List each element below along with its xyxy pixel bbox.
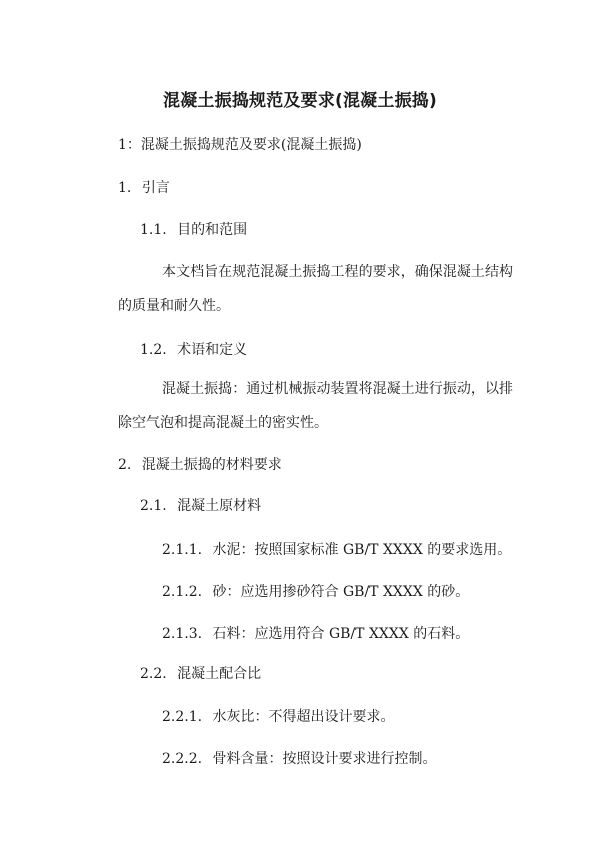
item-text: 水泥：按照国家标准 GB/T XXXX 的要求选用。 xyxy=(212,542,512,558)
document-title: 混凝土振捣规范及要求(混凝土振捣) xyxy=(163,91,437,111)
section-label: 引言 xyxy=(141,180,170,196)
subsection-label: 混凝土配合比 xyxy=(177,666,262,682)
subsection-number: 2.2. xyxy=(140,666,167,682)
top-heading: 1：混凝土振捣规范及要求(混凝土振捣) xyxy=(118,137,362,153)
subsection-label: 混凝土原材料 xyxy=(177,498,262,514)
subsection-1-2-heading xyxy=(140,340,247,360)
item-2-2-2 xyxy=(162,749,437,769)
item-text: 骨料含量：按照设计要求进行控制。 xyxy=(212,751,437,767)
subsection-label: 术语和定义 xyxy=(177,342,248,358)
item-text: 水灰比：不得超出设计要求。 xyxy=(212,709,395,725)
subsection-1-1-heading xyxy=(140,220,247,240)
subsection-number: 2.1. xyxy=(140,498,167,514)
subsection-2-2-heading xyxy=(140,664,261,684)
item-text: 砂：应选用掺砂符合 GB/T XXXX 的砂。 xyxy=(212,584,470,600)
section-label: 混凝土振捣的材料要求 xyxy=(141,457,282,473)
section-number: 1. xyxy=(118,180,132,196)
subsection-number: 1.1. xyxy=(140,222,167,238)
subsection-1-1-paragraph: 本文档旨在规范混凝土振捣工程的要求，确保混凝土结构的质量和耐久性。 xyxy=(118,264,513,314)
item-2-1-3 xyxy=(162,624,469,644)
item-text: 石料：应选用符合 GB/T XXXX 的石料。 xyxy=(212,626,470,642)
item-number: 2.2.1. xyxy=(162,709,203,725)
item-2-2-1 xyxy=(162,707,395,727)
subsection-number: 1.2. xyxy=(140,342,167,358)
item-number: 2.1.1. xyxy=(162,542,203,558)
item-number: 2.1.3. xyxy=(162,626,203,642)
item-2-1-2 xyxy=(162,582,469,602)
section-2-heading xyxy=(118,455,282,475)
item-2-1-1 xyxy=(162,540,511,560)
section-number: 2. xyxy=(118,457,132,473)
item-number: 2.2.2. xyxy=(162,751,203,767)
item-number: 2.1.2. xyxy=(162,584,203,600)
subsection-1-2-paragraph: 混凝土振捣：通过机械振动装置将混凝土进行振动，以排除空气泡和提高混凝土的密实性。 xyxy=(118,381,513,431)
subsection-label: 目的和范围 xyxy=(177,222,248,238)
section-1-heading xyxy=(118,178,170,198)
subsection-2-1-heading xyxy=(140,496,261,516)
